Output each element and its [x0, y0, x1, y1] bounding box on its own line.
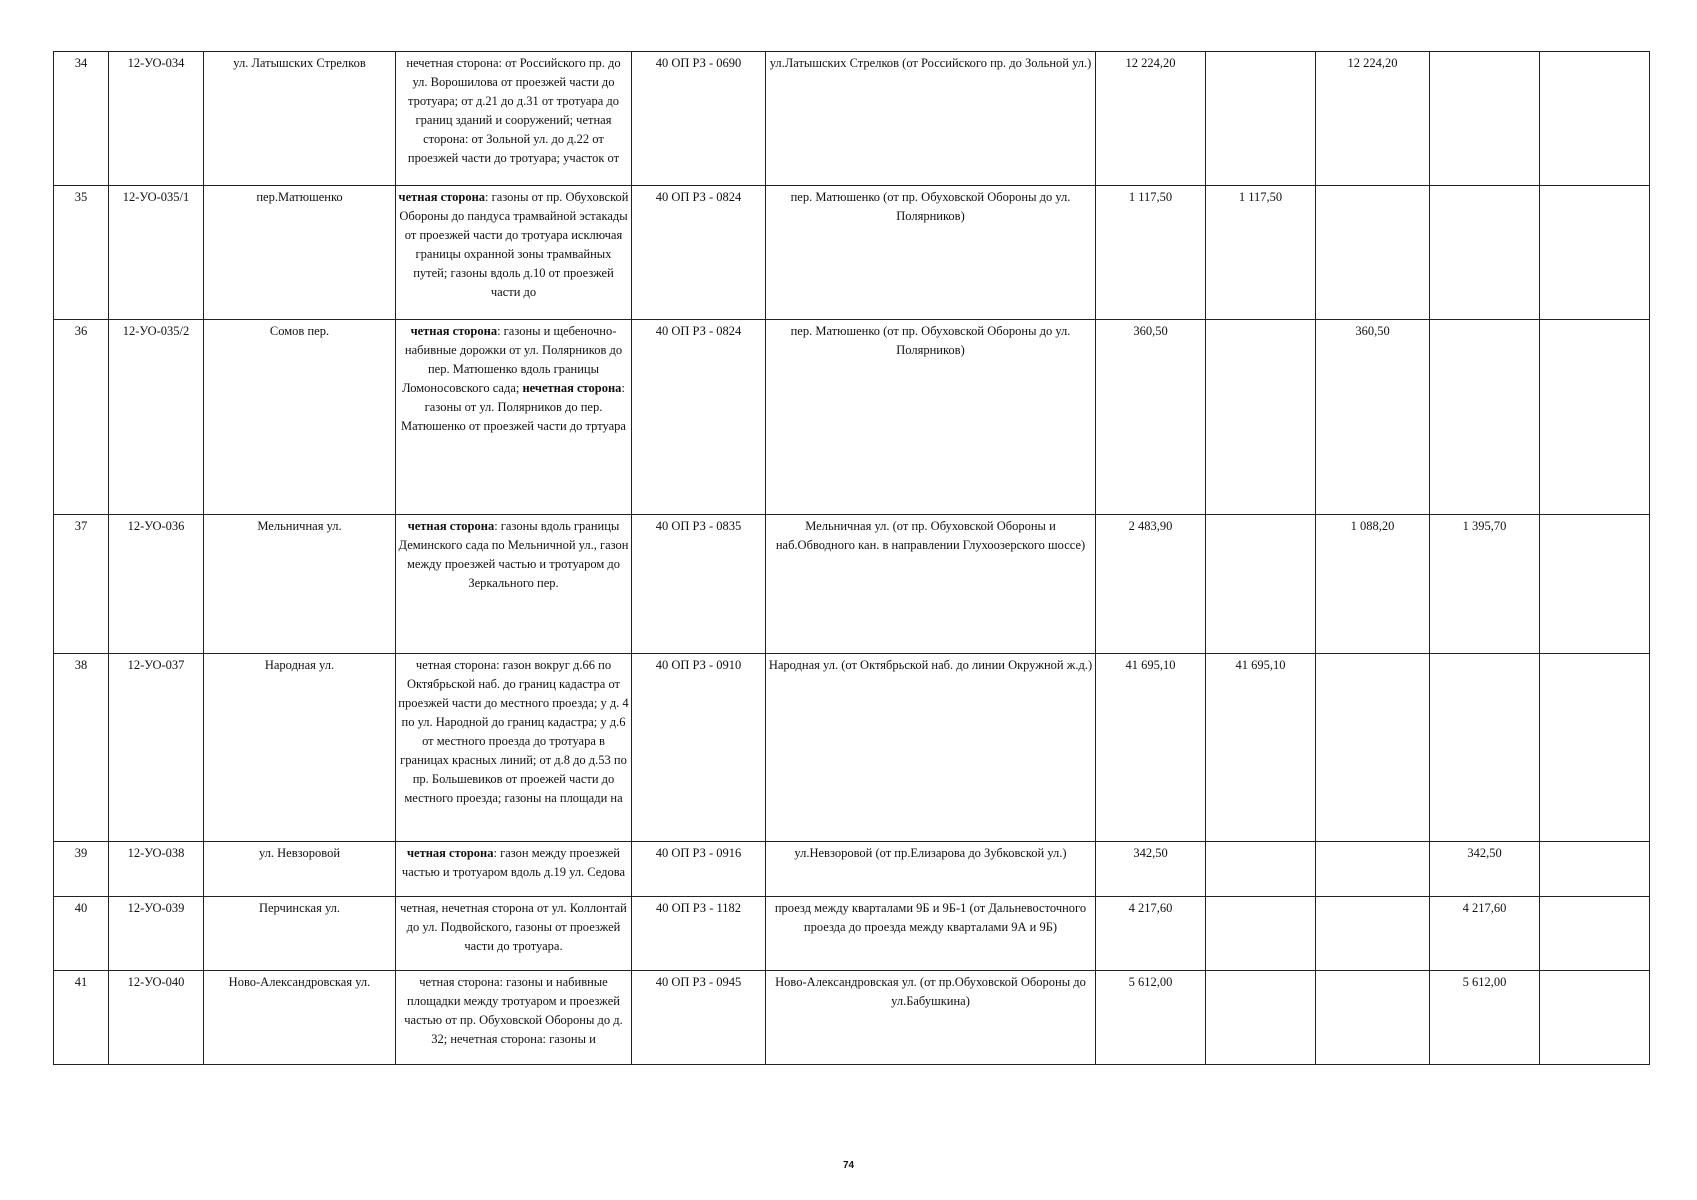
area-category-2: 360,50: [1316, 320, 1430, 515]
side-label: нечетная сторона: [522, 381, 622, 395]
area-description: [396, 897, 632, 971]
area-category-1: 1 117,50: [1206, 186, 1316, 320]
area-category-2: [1316, 842, 1430, 897]
table-row: [54, 186, 1650, 320]
table-row: [54, 515, 1650, 654]
area-category-3: [1430, 654, 1540, 842]
side-label: четная сторона: [410, 324, 498, 338]
area-total: 12 224,20: [1096, 52, 1206, 186]
area-category-1: [1206, 320, 1316, 515]
area-category-3: [1430, 320, 1540, 515]
area-description: [396, 186, 632, 320]
object-code: 12-УО-036: [109, 515, 204, 654]
table-row: [54, 320, 1650, 515]
row-number: 34: [54, 52, 109, 186]
area-category-1: [1206, 52, 1316, 186]
area-description: [396, 52, 632, 186]
street-name: Сомов пер.: [204, 320, 396, 515]
road-id: 40 ОП РЗ - 0690: [632, 52, 766, 186]
area-description: [396, 842, 632, 897]
area-category-4: [1540, 186, 1650, 320]
area-category-3: 342,50: [1430, 842, 1540, 897]
area-category-2: 12 224,20: [1316, 52, 1430, 186]
road-id: 40 ОП РЗ - 1182: [632, 897, 766, 971]
area-category-3: 5 612,00: [1430, 971, 1540, 1065]
road-name: пер. Матюшенко (от пр. Обуховской Обороны до ул. Полярников): [766, 320, 1096, 515]
area-category-4: [1540, 897, 1650, 971]
object-code: 12-УО-038: [109, 842, 204, 897]
object-code: 12-УО-035/2: [109, 320, 204, 515]
area-total: 1 117,50: [1096, 186, 1206, 320]
area-category-1: [1206, 515, 1316, 654]
area-category-4: [1540, 971, 1650, 1065]
area-category-3: 4 217,60: [1430, 897, 1540, 971]
area-category-2: [1316, 654, 1430, 842]
area-total: 4 217,60: [1096, 897, 1206, 971]
table-row: [54, 842, 1650, 897]
area-total: 342,50: [1096, 842, 1206, 897]
row-number: 39: [54, 842, 109, 897]
object-code: 12-УО-037: [109, 654, 204, 842]
road-id: 40 ОП РЗ - 0824: [632, 320, 766, 515]
row-number: 36: [54, 320, 109, 515]
area-category-1: [1206, 971, 1316, 1065]
area-category-4: [1540, 320, 1650, 515]
road-name: ул.Невзоровой (от пр.Елизарова до Зубковской ул.): [766, 842, 1096, 897]
side-label: четная сторона: [407, 519, 495, 533]
area-category-3: [1430, 186, 1540, 320]
side-label: четная сторона: [398, 190, 486, 204]
row-number: 40: [54, 897, 109, 971]
table-row: [54, 654, 1650, 842]
side-label: четная сторона: [406, 846, 494, 860]
road-id: 40 ОП РЗ - 0835: [632, 515, 766, 654]
row-number: 37: [54, 515, 109, 654]
area-category-3: 1 395,70: [1430, 515, 1540, 654]
area-total: 2 483,90: [1096, 515, 1206, 654]
area-description: [396, 654, 632, 842]
road-id: 40 ОП РЗ - 0945: [632, 971, 766, 1065]
table-row: [54, 971, 1650, 1065]
area-category-1: [1206, 842, 1316, 897]
row-number: 35: [54, 186, 109, 320]
table-body: [54, 52, 1650, 1065]
object-code: 12-УО-035/1: [109, 186, 204, 320]
page-number: 74: [842, 1160, 855, 1171]
road-name: Народная ул. (от Октябрьской наб. до линии Окружной ж.д.): [766, 654, 1096, 842]
road-name: Мельничная ул. (от пр. Обуховской Обороны и наб.Обводного кан. в направлении Глухоозерского шоссе): [766, 515, 1096, 654]
description-text: : газоны вдоль границы Деминского сада по Мельничной ул., газон между проезжей частью и тротуаром до Зеркального пер.: [398, 519, 629, 590]
area-category-4: [1540, 654, 1650, 842]
area-total: 41 695,10: [1096, 654, 1206, 842]
road-name: проезд между кварталами 9Б и 9Б-1 (от Дальневосточного проезда до проезда между кварталами 9А и 9Б): [766, 897, 1096, 971]
area-total: 360,50: [1096, 320, 1206, 515]
row-number: 41: [54, 971, 109, 1065]
street-name: Мельничная ул.: [204, 515, 396, 654]
description-text: : газоны и щебеночно-набивные дорожки от ул. Полярников до пер. Матюшенко вдоль границы Ломоносовского сада;: [402, 324, 623, 395]
description-text: нечетная сторона: от Российского пр. до ул. Ворошилова от проезжей части до тротуара; от д.21 до д.31 от тротуара до границ зданий и сооружений; четная сторона: от Зольной ул. до д.22 от проезжей части до тротуара; участок от: [406, 56, 621, 165]
area-total: 5 612,00: [1096, 971, 1206, 1065]
description-text: : газон между проезжей частью и тротуаром вдоль д.19 ул. Седова: [401, 846, 626, 879]
road-name: пер. Матюшенко (от пр. Обуховской Обороны до ул. Полярников): [766, 186, 1096, 320]
description-text: четная сторона: газоны и набивные площадки между тротуаром и проезжей частью от пр. Обуховской Обороны до д. 32; нечетная сторона: газоны и: [404, 975, 623, 1046]
road-name: ул.Латышских Стрелков (от Российского пр. до Зольной ул.): [766, 52, 1096, 186]
description-text: четная, нечетная сторона от ул. Коллонтай до ул. Подвойского, газоны от проезжей части до тротуара.: [400, 901, 627, 953]
street-name: ул. Невзоровой: [204, 842, 396, 897]
object-code: 12-УО-040: [109, 971, 204, 1065]
road-name: Ново-Александровская ул. (от пр.Обуховской Обороны до ул.Бабушкина): [766, 971, 1096, 1065]
area-category-2: [1316, 897, 1430, 971]
area-category-1: [1206, 897, 1316, 971]
description-text: четная сторона: газон вокруг д.66 по Октябрьской наб. до границ кадастра от проезжей части до местного проезда; у д. 4 по ул. Народной до границ кадастра; у д.6 от местного проезда до тротуара в границах красных линий; от д.8 до д.53 по пр. Большевиков от проежей части до местного проезда; газоны на площади на: [398, 658, 629, 805]
area-category-1: 41 695,10: [1206, 654, 1316, 842]
area-category-4: [1540, 842, 1650, 897]
area-category-3: [1430, 52, 1540, 186]
area-category-2: [1316, 186, 1430, 320]
row-number: 38: [54, 654, 109, 842]
object-code: 12-УО-034: [109, 52, 204, 186]
street-name: Перчинская ул.: [204, 897, 396, 971]
street-name: ул. Латышских Стрелков: [204, 52, 396, 186]
street-name: Ново-Александровская ул.: [204, 971, 396, 1065]
register-table: [53, 51, 1650, 1065]
description-text: : газоны от пр. Обуховской Обороны до пандуса трамвайной эстакады от проезжей части до тротуара исключая границы охранной зоны трамвайных путей; газоны вдоль д.10 от проезжей части до: [399, 190, 629, 299]
description-text: : газоны от ул. Полярников до пер. Матюшенко от проезжей части до тртуара: [401, 381, 626, 433]
road-id: 40 ОП РЗ - 0916: [632, 842, 766, 897]
area-category-2: [1316, 971, 1430, 1065]
object-code: 12-УО-039: [109, 897, 204, 971]
area-description: [396, 971, 632, 1065]
street-name: пер.Матюшенко: [204, 186, 396, 320]
area-category-4: [1540, 515, 1650, 654]
area-description: [396, 515, 632, 654]
area-category-2: 1 088,20: [1316, 515, 1430, 654]
table-row: [54, 897, 1650, 971]
area-category-4: [1540, 52, 1650, 186]
road-id: 40 ОП РЗ - 0824: [632, 186, 766, 320]
road-id: 40 ОП РЗ - 0910: [632, 654, 766, 842]
table-row: [54, 52, 1650, 186]
street-name: Народная ул.: [204, 654, 396, 842]
area-description: [396, 320, 632, 515]
